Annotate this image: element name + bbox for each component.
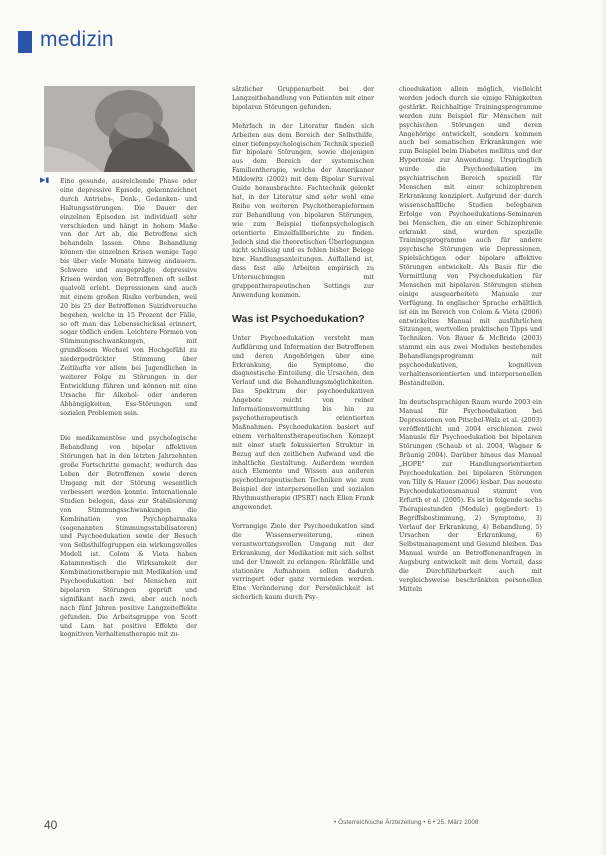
column2-paragraph-2: Mehrfach in der Literatur finden sich Arbeiten aus dem Bereich der Selbsthilfe, einer tiefenpsychologischen Technik speziell für bipolare Störungen, sowie diejenigen aus dem Bereich der systemischen Familientherapie, welche der Amerikaner Miklowitz (2002) mit dem Bipolar Survival Guide herausbrachte. Fachtechnik gelenkt hat, in der Literatur sind sehr wohl eine Reihe von weiteren Psychotherapieformen zur Behandlung von bipolaren Störungen, wie zum Beispiel tiefenpsychologisch orientierte Einzelfallberichte zu finden. Jedoch sind die theoretischen Überlegungen nicht schlüssig und es fehlen bisher Belege bzw. Handlungsanleitungen. Auffallend ist, dass fast alle Arbeiten empirisch zu Untersuchungen mit gruppentherapeutischen Settings zur Anwendung kommen. [232, 122, 374, 299]
article-column-2 [232, 86, 374, 603]
article-photo [44, 86, 195, 172]
column3-paragraph-2: Im deutschsprachigen Raum wurde 2003 ein Manual für Psychoedukation bei Depressionen von Pitschel-Walz et al. (2003) veröffentlicht und 2004 erschienen zwei Manuale für Psychoedukation bei bipolaren Störungen (Schaub et al. 2004, Wagner & Bräunig 2004). Darüber hinaus das Manual „HOPE" zur Handlungsorientierten Psychoedukation bei bipolaren Störungen von Tilly & Hauer (2006) lesbar. Das neueste Psychoedukationsmanual stammt von Erfurth et al. (2005). Es ist in folgende sechs Therapiestunden (Module) gegliedert: 1) Begriffsbestimmung, 2) Symptome, 3) Verlauf der Erkrankung, 4) Behandlung, 5) Ursachen der Erkrankung, 6) Selbstmanagement und Gesund bleiben. Das Manual wurde an Betroffenenanfragen in Augsburg entwickelt mit dem Vorteil, dass die Durchführbarkeit auch mit vergleichsweise beschränkten personellen Mitteln [399, 398, 542, 593]
section-heading: Was ist Psychoedukation? [232, 312, 365, 325]
section-title: medizin [40, 28, 114, 51]
article-column-3 [399, 86, 542, 595]
column2-paragraph-1: sätzlicher Gruppenarbeit bei der Langzeitbehandlung von Patienten mit einer bipolaren Störungen gefunden. [232, 86, 374, 111]
article-column-1 [60, 178, 197, 640]
column3-paragraph-1: choedukation allein möglich, vielleicht werden jedoch durch sie einige Fähigkeiten gestärkt. Reichhaltige Trainingsprogramme werden zum Beispiel für Menschen mit psychischen Störungen und deren Angehörige entwickelt, sondern kommen auch bei somatischen Erkrankungen wie zum Beispiel beim Diabetes mellitus und der Hypertonie zur Anwendung. Ursprünglich wurde die Psychoedukation im psychiatrischen Bereich speziell für Menschen mit einer schizophrenen Erkrankung konzipiert. Aufgrund der durch wissenschaftliche Studien belegbaren Erfolge von Psychoedukations-Seminaren bei Menschen, die an einer Schizophrenie erkrankt sind, wurden spezielle Trainingsprogramme auch für andere psychische Störungen wie Depressionen, Spielsüchtigen oder bipolare affektive Störungen entwickelt. Als Basis für die Vermittlung von Psychoedukation für Menschen mit bipolaren Störungen stehen einige ausgearbeitete Manuale zur Verfügung. In englischer Sprache erhältlich ist ein im Bereich von Colom & Vieta (2006) entwickeltes Manual mit ausführlichen Sitzungen, wertvollen praktischen Tipps und Techniken. Von Bauer & McBride (2003) stammt ein aus zwei Modulen bestehendes Behandlungsprogramm mit psychoedukativen, kognitiven verhaltensorientierten und interpersonellen Bestandteilen. [399, 86, 542, 387]
page-number: 40 [44, 818, 58, 832]
column1-paragraph-1: Eine gesunde, ausreichende Phase oder eine depressive Episode, gekennzeichnet durch Antriebs-, Denk-, Gedanken- und Haltungsstörungen. Die Dauer der einzelnen Episoden ist individuell sehr verschieden und hängt in hohem Maße von der Art ab, die Betroffene sich behandeln lassen. Ohne Behandlung können die einzelnen Krisen wenige Tage bis über viele Monate hinweg andauern. Schwere und ausgeprägte depressive Krisen werden von Betroffenen oft selbst qualvoll erlebt. Depressionen sind auch mit einem großen Risiko verbunden, weil 20 bis 25 der Betroffenen Suizidversuche begehen, welche in 15 Prozent der Fälle, so oft man das Lebensschicksal erinnert, sogar tödlich enden. Leichtere Formen von Stimmungsschwankungen, mit grundlosem Wechsel von Hochgefühl zu niedergedrückter Stimmung über Zeitläufte vor allem bei Jugendlichen in weiterer Folge zu Störungen in der Entwicklung führen und können mit eine Ursache für Alkohol- oder anderen Abhängigkeiten, Ess-Störungen und sozialen Problemen sein. [60, 178, 197, 417]
section-color-bar [18, 31, 32, 53]
column2-paragraph-4: Vorrangige Ziele der Psychoedukation sind die Wissenserweiterung, einen verantwortungsvollen Umgang mit der Erkrankung, der Medikation mit sich selbst und der Umwelt zu erlangen. Rückfälle und stationäre Aufnahmen sollen dadurch verringert oder ganz vermieden werden. Eine Veränderung der Persönlichkeit ist sicherlich kaum durch Psy- [232, 522, 374, 602]
column1-paragraph-2: Die medikamentöse und psychologische Behandlung von bipolar affektiven Störungen hat in den letzten Jahrzehnten große Fortschritte gemacht, wodurch das Leben der Betroffenen sowie deren Umgang mit der Störung wesentlich verbessert werden konnte. Internationale Studien belegen, dass zur Stabilisierung von Stimmungsschwankungen die Kombination von Psychopharmaka (sogenannten Stimmungsstabilisatoren) und Psychoedukation sowie der Besuch von Selbsthilfegruppen ein wirkungsvolles Modell ist. Colom & Vieta haben Katamnestisch die Wirksamkeit der Kombinationstherapie mit Medikation und Psychoedukation bei Menschen mit bipolaren Störungen geprüft und signifikant nach zwei, aber auch noch nach fünf Jahren positive Langzeiteffekte gefunden. Die Arbeitsgruppe von Scott und Lam hat positive Effekte der kognitiven Verhaltenstherapie mit zu- [60, 435, 197, 639]
journal-footer: • Österreichische Ärztezeitung • 6 • 25. März 2008 [334, 819, 479, 826]
page-edge-shadow [600, 0, 606, 855]
column2-paragraph-3: Unter Psychoedukation versteht man Aufklärung und Information der Betroffenen und deren Angehörigen über eine Erkrankung, die Symptome, die diagnostische Einteilung, die Ursachen, den Verlauf und die Behandlungsmöglichkeiten. Das Spektrum der psychoedukativen Angebote reicht von reiner Informationsvermittlung bis hin zu psychotherapeutisch orientierten Maßnahmen. Psychoedukation basiert auf einem verhaltenstherapeutischen Konzept mit einer stark fokussierten Struktur in Bezug auf den zeitlichen Aufwand und die inhaltliche Gestaltung. Außerdem werden auch Elemente und Wissen aus anderen psychotherapeutischen Techniken wie zum Beispiel der interpersonellen und sozialen Rhythmustherapie (IPSRT) nach Ellen Frank angewendet. [232, 334, 374, 512]
play-arrow-icon: ▶▮ [40, 177, 50, 184]
